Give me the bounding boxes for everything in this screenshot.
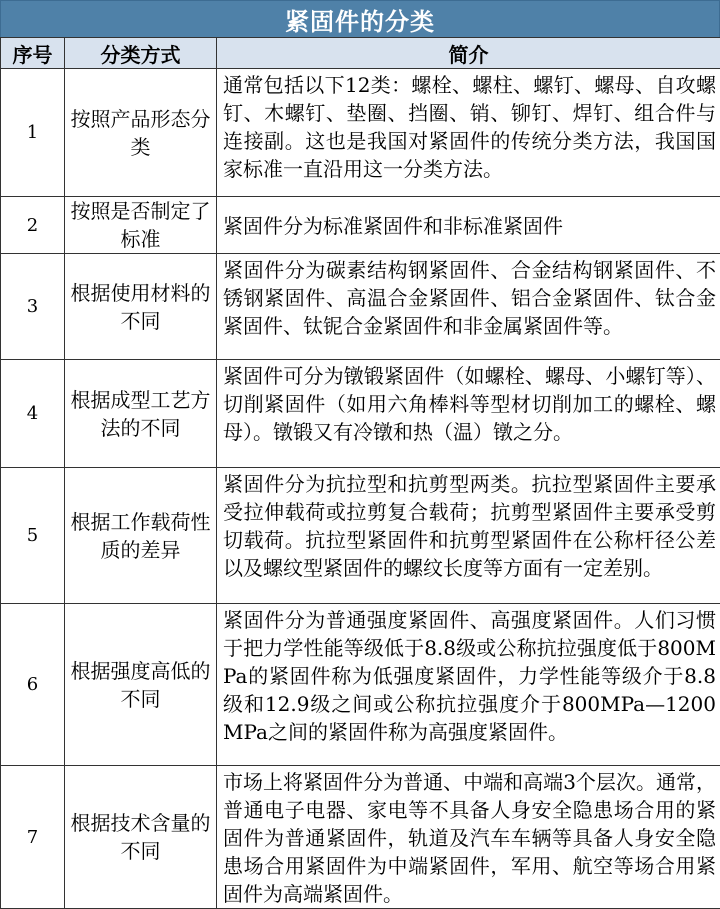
row-index: 2 (1, 197, 65, 254)
table-row (1, 468, 720, 604)
header-description: 简介 (217, 38, 720, 69)
row-method: 按照产品形态分类 (65, 69, 217, 197)
row-index: 3 (1, 254, 65, 360)
row-method: 根据技术含量的不同 (65, 766, 217, 909)
row-description: 通常包括以下12类：螺栓、螺柱、螺钉、螺母、自攻螺钉、木螺钉、垫圈、挡圈、销、铆钉、焊钉、组合件与连接副。这也是我国对紧固件的传统分类方法，我国国家标准一直沿用这一分类方法。 (217, 69, 720, 197)
row-index: 6 (1, 604, 65, 766)
table-row (1, 197, 720, 254)
row-description: 紧固件分为标准紧固件和非标准紧固件 (217, 197, 720, 254)
row-description: 紧固件分为抗拉型和抗剪型两类。抗拉型紧固件主要承受拉伸载荷或拉剪复合载荷；抗剪型紧固件主要承受剪切载荷。抗拉型紧固件和抗剪型紧固件在公称杆径公差以及螺纹型紧固件的螺纹长度等方面有一定差别。 (217, 468, 720, 604)
table-row (1, 766, 720, 909)
row-method: 根据成型工艺方法的不同 (65, 360, 217, 468)
table-title: 紧固件的分类 (0, 0, 720, 38)
row-description: 紧固件分为普通强度紧固件、高强度紧固件。人们习惯于把力学性能等级低于8.8级或公称抗拉强度低于800MPa的紧固件称为低强度紧固件，力学性能等级介于8.8级和12.9级之间或公称抗拉强度介于800MPa—1200MPa之间的紧固件称为高强度紧固件。 (217, 604, 720, 766)
row-method: 按照是否制定了标准 (65, 197, 217, 254)
row-method: 根据工作载荷性质的差异 (65, 468, 217, 604)
table-row (1, 604, 720, 766)
table-row (1, 254, 720, 360)
header-method: 分类方式 (65, 38, 217, 69)
row-index: 1 (1, 69, 65, 197)
row-description: 紧固件可分为镦锻紧固件（如螺栓、螺母、小螺钉等）、切削紧固件（如用六角棒料等型材切削加工的螺栓、螺母）。镦锻又有冷镦和热（温）镦之分。 (217, 360, 720, 468)
row-method: 根据使用材料的不同 (65, 254, 217, 360)
row-description: 紧固件分为碳素结构钢紧固件、合金结构钢紧固件、不锈钢紧固件、高温合金紧固件、铝合金紧固件、钛合金紧固件、钛铌合金紧固件和非金属紧固件等。 (217, 254, 720, 360)
row-index: 7 (1, 766, 65, 909)
classification-table (0, 37, 720, 909)
table-row (1, 360, 720, 468)
row-index: 5 (1, 468, 65, 604)
row-description: 市场上将紧固件分为普通、中端和高端3个层次。通常，普通电子电器、家电等不具备人身安全隐患场合用的紧固件为普通紧固件，轨道及汽车车辆等具备人身安全隐患场合用紧固件为中端紧固件，军用、航空等场合用紧固件为高端紧固件。 (217, 766, 720, 909)
header-index: 序号 (1, 38, 65, 69)
header-row (1, 38, 720, 69)
row-method: 根据强度高低的不同 (65, 604, 217, 766)
row-index: 4 (1, 360, 65, 468)
table-row (1, 69, 720, 197)
